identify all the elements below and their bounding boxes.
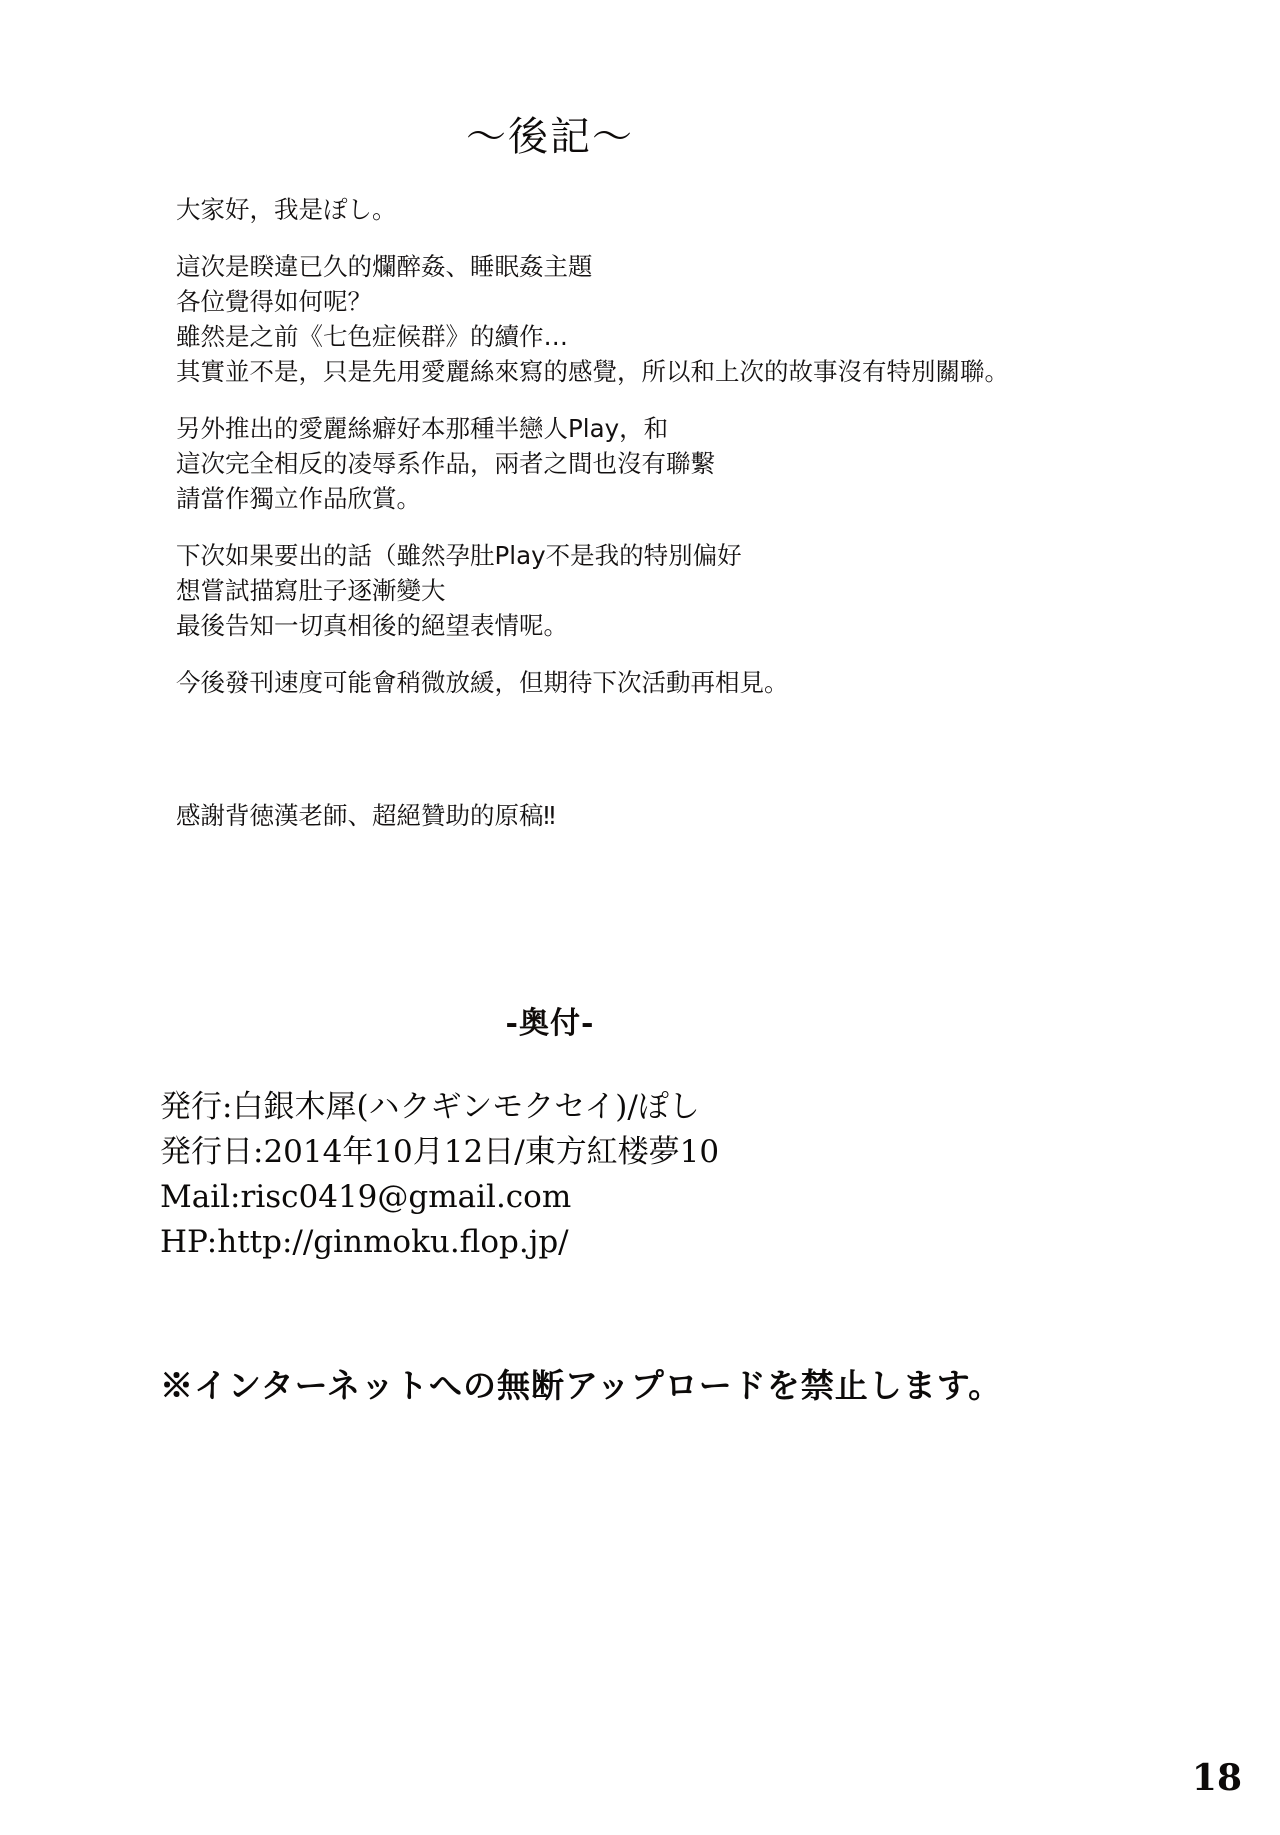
afterword-heading: 〜後記〜 [466, 114, 634, 160]
text-line: 請當作獨立作品欣賞。 [176, 484, 421, 513]
text-line: 下次如果要出的話（雖然孕肚Play不是我的特別偏好 [176, 541, 742, 570]
text-line: 這次完全相反的凌辱系作品，兩者之間也沒有聯繫 [176, 449, 715, 478]
upload-notice: ※インターネットへの無断アップロードを禁止します。 [160, 1366, 1003, 1405]
text-line: 其實並不是，只是先用愛麗絲來寫的感覺，所以和上次的故事沒有特別關聯。 [176, 357, 1009, 386]
spacer [176, 722, 1076, 798]
text-line: 雖然是之前《七色症候群》的續作… [176, 322, 568, 351]
text-line: 另外推出的愛麗絲癖好本那種半戀人Play，和 [176, 414, 669, 443]
text-line: 最後告知一切真相後的絕望表情呢。 [176, 611, 568, 640]
afterword-body [176, 192, 1076, 833]
colophon-mail: Mail:risc0419@gmail.com [160, 1179, 572, 1215]
text-line: 感謝背徳漢老師、超絕贊助的原稿‼ [176, 801, 556, 830]
text-line: 大家好，我是ぽし。 [176, 195, 397, 224]
text-line: 各位覺得如何呢？ [176, 287, 372, 316]
text-line: 想嘗試描寫肚子逐漸變大 [176, 576, 446, 605]
page-number: 18 [1191, 1757, 1242, 1799]
paragraph [176, 798, 1076, 833]
paragraph [176, 249, 1076, 389]
colophon-homepage: HP:http://ginmoku.flop.jp/ [160, 1224, 569, 1260]
colophon-heading: -奥付- [505, 1006, 595, 1041]
paragraph [176, 411, 1076, 516]
colophon-publisher: 発行:白銀木犀(ハクギンモクセイ)/ぽし [160, 1089, 700, 1125]
text-line: 今後發刊速度可能會稍微放緩，但期待下次活動再相見。 [176, 668, 789, 697]
paragraph [176, 665, 1076, 700]
text-line: 這次是睽違已久的爛醉姦、睡眠姦主題 [176, 252, 593, 281]
paragraph [176, 538, 1076, 643]
colophon-date: 発行日:2014年10月12日/東方紅楼夢10 [160, 1134, 720, 1170]
paragraph [176, 192, 1076, 227]
colophon-details [160, 1085, 1100, 1265]
